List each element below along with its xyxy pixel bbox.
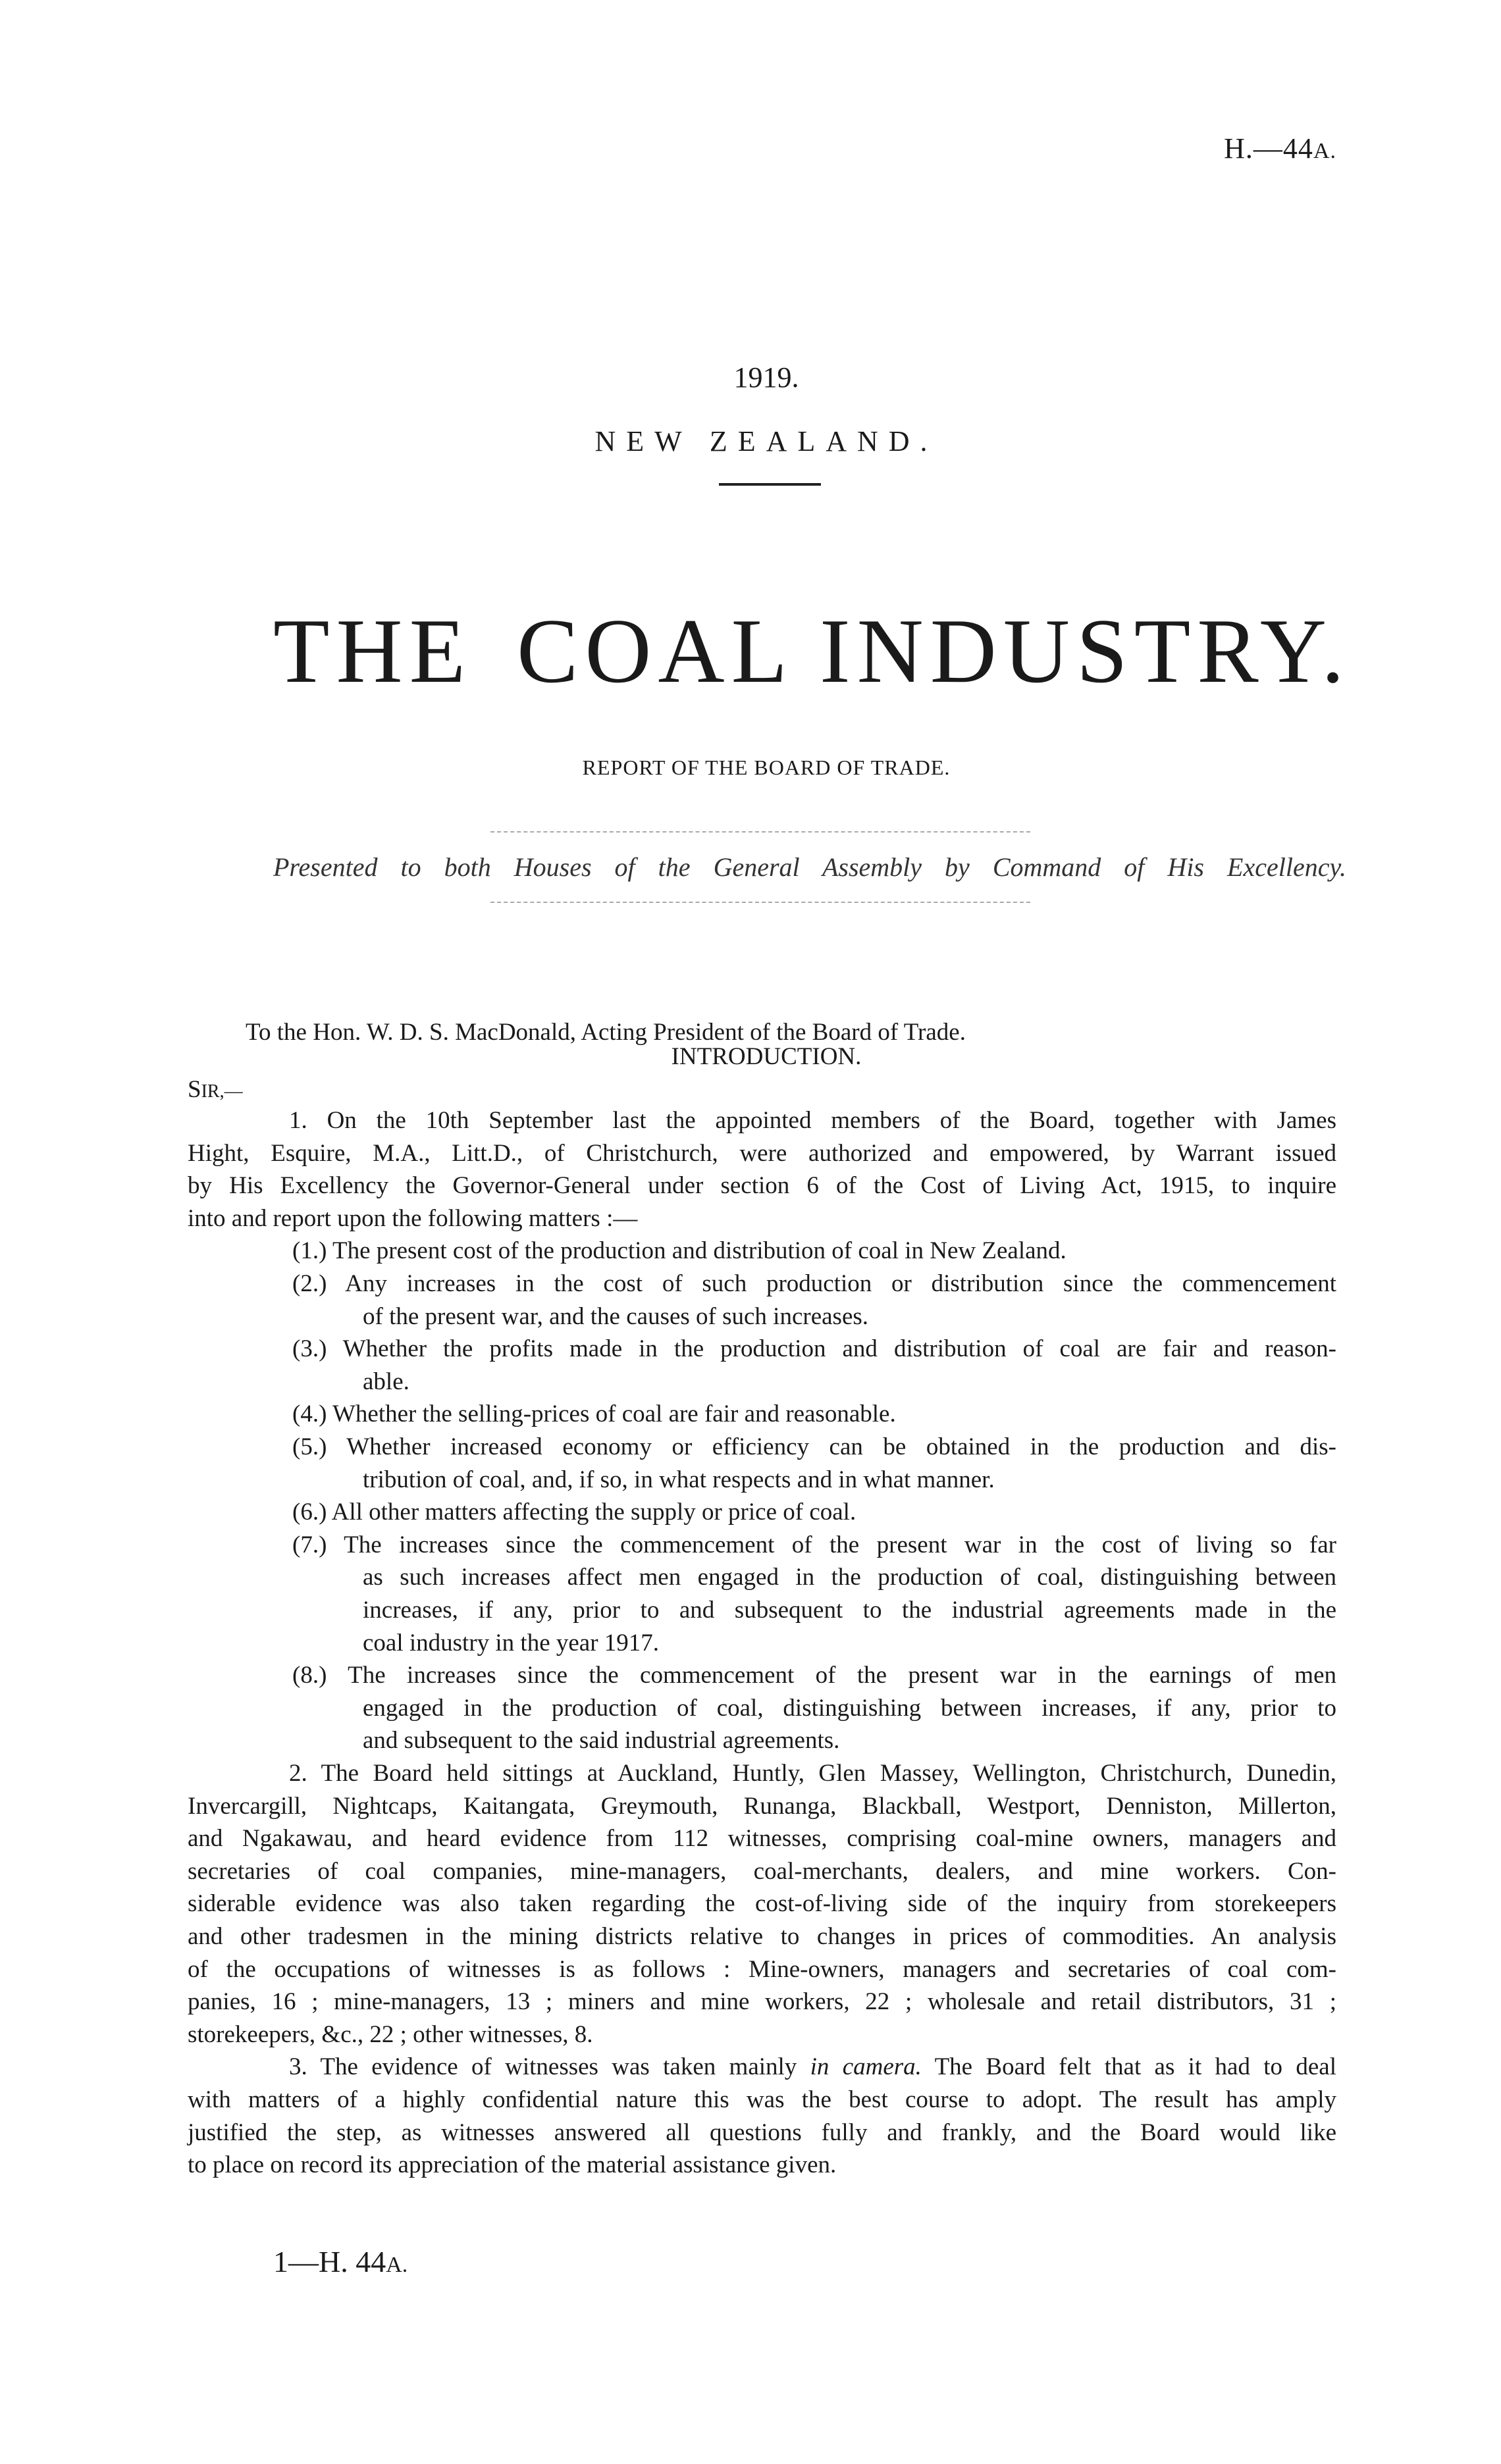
line-text: of the present war, and the causes of such increases. (363, 1302, 869, 1330)
reference-main: H.—44 (1224, 132, 1313, 165)
line-text: and subsequent to the said industrial agreements. (363, 1727, 840, 1755)
body-line (289, 2051, 1336, 2084)
body-line (188, 1887, 1336, 1920)
line-text: of the occupations of witnesses is as follows : Mine-owners, managers and secretaries of coal com- (188, 1955, 1336, 1983)
line-text: and other tradesmen in the mining districts relative to changes in prices of commodities. An analysis (188, 1923, 1336, 1950)
line-text: (7.) The increases since the commencement of the present war in the cost of living so far (292, 1531, 1336, 1558)
section-heading: INTRODUCTION. (671, 1043, 862, 1070)
line-text: 2. The Board held sittings at Auckland, Huntly, Glen Massey, Wellington, Christchurch, Dunedin, (289, 1760, 1336, 1787)
line-text-after: The Board felt that as it had to deal (921, 2053, 1336, 2081)
line-text: (2.) Any increases in the cost of such production or distribution since the commencement (292, 1270, 1336, 1297)
body-line (289, 1104, 1336, 1137)
page-reference (273, 2244, 408, 2279)
line-text: 1. On the 10th September last the appointed members of the Board, together with James (289, 1107, 1336, 1134)
body-line (363, 1464, 1336, 1497)
addressee: To the Hon. W. D. S. MacDonald, Acting President of the Board of Trade. (246, 1019, 966, 1046)
title-word-3: INDUSTRY. (820, 600, 1352, 702)
line-text: (1.) The present cost of the production and distribution of coal in New Zealand. (292, 1237, 1066, 1265)
line-text: (8.) The increases since the commencement of the present war in the earnings of men (292, 1662, 1336, 1689)
body-line (188, 1137, 1336, 1170)
body-line (188, 1790, 1336, 1823)
line-italic-text: in camera. (810, 2053, 922, 2081)
body-line (292, 1235, 1336, 1268)
page-ref-main: 1—H. 44 (273, 2245, 386, 2278)
line-text: engaged in the production of coal, distinguishing between increases, if any, prior to (363, 1694, 1336, 1722)
body-line (363, 1366, 1336, 1399)
country-heading: NEW ZEALAND. (594, 425, 938, 457)
body-line (292, 1496, 1336, 1529)
body-line (363, 1692, 1336, 1725)
line-text: and Ngakawau, and heard evidence from 112 witnesses, comprising coal-mine owners, managers and (188, 1825, 1336, 1853)
document-reference (1224, 132, 1336, 165)
title-word-2: COAL (517, 600, 795, 702)
dotted-rule-top (490, 831, 1030, 833)
line-text: Invercargill, Nightcaps, Kaitangata, Greymouth, Runanga, Blackball, Westport, Denniston, Millerton, (188, 1792, 1336, 1820)
line-text: increases, if any, prior to and subsequent to the industrial agreements made in the (363, 1597, 1336, 1624)
divider-rule (719, 483, 821, 486)
body-line (188, 2117, 1336, 2149)
body-line (363, 1300, 1336, 1333)
body-line (292, 1529, 1336, 1562)
body-line (363, 1594, 1336, 1627)
body-line (188, 1920, 1336, 1953)
body-line (292, 1333, 1336, 1366)
line-text: siderable evidence was also taken regarding the cost-of-living side of the inquiry from storekeepers (188, 1890, 1336, 1918)
line-text: (6.) All other matters affecting the supply or price of coal. (292, 1499, 856, 1526)
line-text: coal industry in the year 1917. (363, 1629, 660, 1656)
body-line (292, 1398, 1336, 1431)
body-line (188, 2084, 1336, 2117)
line-text: (3.) Whether the profits made in the production and distribution of coal are fair and reason- (292, 1335, 1336, 1363)
line-text: as such increases affect men engaged in the production of coal, distinguishing between (363, 1564, 1336, 1591)
line-text: into and report upon the following matters :— (188, 1204, 638, 1232)
salutation (188, 1075, 243, 1104)
body-line (188, 2018, 1336, 2051)
line-text: able. (363, 1368, 409, 1395)
body-line (188, 1202, 1336, 1235)
report-subtitle: REPORT OF THE BOARD OF TRADE. (582, 756, 951, 779)
line-text: storekeepers, &c., 22 ; other witnesses, 8. (188, 2020, 593, 2048)
body-line (188, 1953, 1336, 1986)
salutation-rest: IR,— (201, 1081, 243, 1102)
line-text: (4.) Whether the selling-prices of coal are fair and reasonable. (292, 1400, 896, 1428)
line-text: (5.) Whether increased economy or efficiency can be obtained in the production and dis- (292, 1433, 1336, 1460)
body-line (188, 2149, 1336, 2182)
line-text: panies, 16 ; mine-managers, 13 ; miners and mine workers, 22 ; wholesale and retail distributors, 31 ; (188, 1988, 1336, 2016)
line-text: tribution of coal, and, if so, in what respects and in what manner. (363, 1466, 995, 1493)
body-line (363, 1561, 1336, 1594)
line-text: 3. The evidence of witnesses was taken mainly (289, 2053, 810, 2081)
body-line (188, 1855, 1336, 1888)
page-ref-suffix: A. (386, 2253, 408, 2277)
salutation-initial: S (188, 1076, 201, 1103)
line-text: Hight, Esquire, M.A., Litt.D., of Christchurch, were authorized and empowered, by Warrant issued (188, 1139, 1336, 1167)
line-text: by His Excellency the Governor-General under section 6 of the Cost of Living Act, 1915, to inquire (188, 1172, 1336, 1200)
body-line (289, 1757, 1336, 1790)
line-text: to place on record its appreciation of the material assistance given. (188, 2151, 837, 2179)
body-line (363, 1627, 1336, 1660)
line-text: justified the step, as witnesses answered all questions fully and frankly, and the Board would like (188, 2118, 1336, 2146)
body-line (188, 1822, 1336, 1855)
reference-suffix: A. (1313, 139, 1336, 163)
document-year: 1919. (733, 361, 799, 394)
line-text: secretaries of coal companies, mine-managers, coal-merchants, dealers, and mine workers. Con- (188, 1857, 1336, 1885)
body-line (188, 1169, 1336, 1202)
body-line (292, 1659, 1336, 1692)
body-line (292, 1431, 1336, 1464)
body-line (292, 1268, 1336, 1300)
body-line (363, 1724, 1336, 1757)
body-line (188, 1986, 1336, 2018)
title-word-1: THE (273, 600, 473, 702)
line-text: with matters of a highly confidential nature this was the best course to adopt. The result has amply (188, 2086, 1336, 2113)
dotted-rule-bottom (490, 902, 1030, 903)
presented-line: Presented to both Houses of the General Assembly by Command of His Excellency. (273, 852, 1346, 882)
